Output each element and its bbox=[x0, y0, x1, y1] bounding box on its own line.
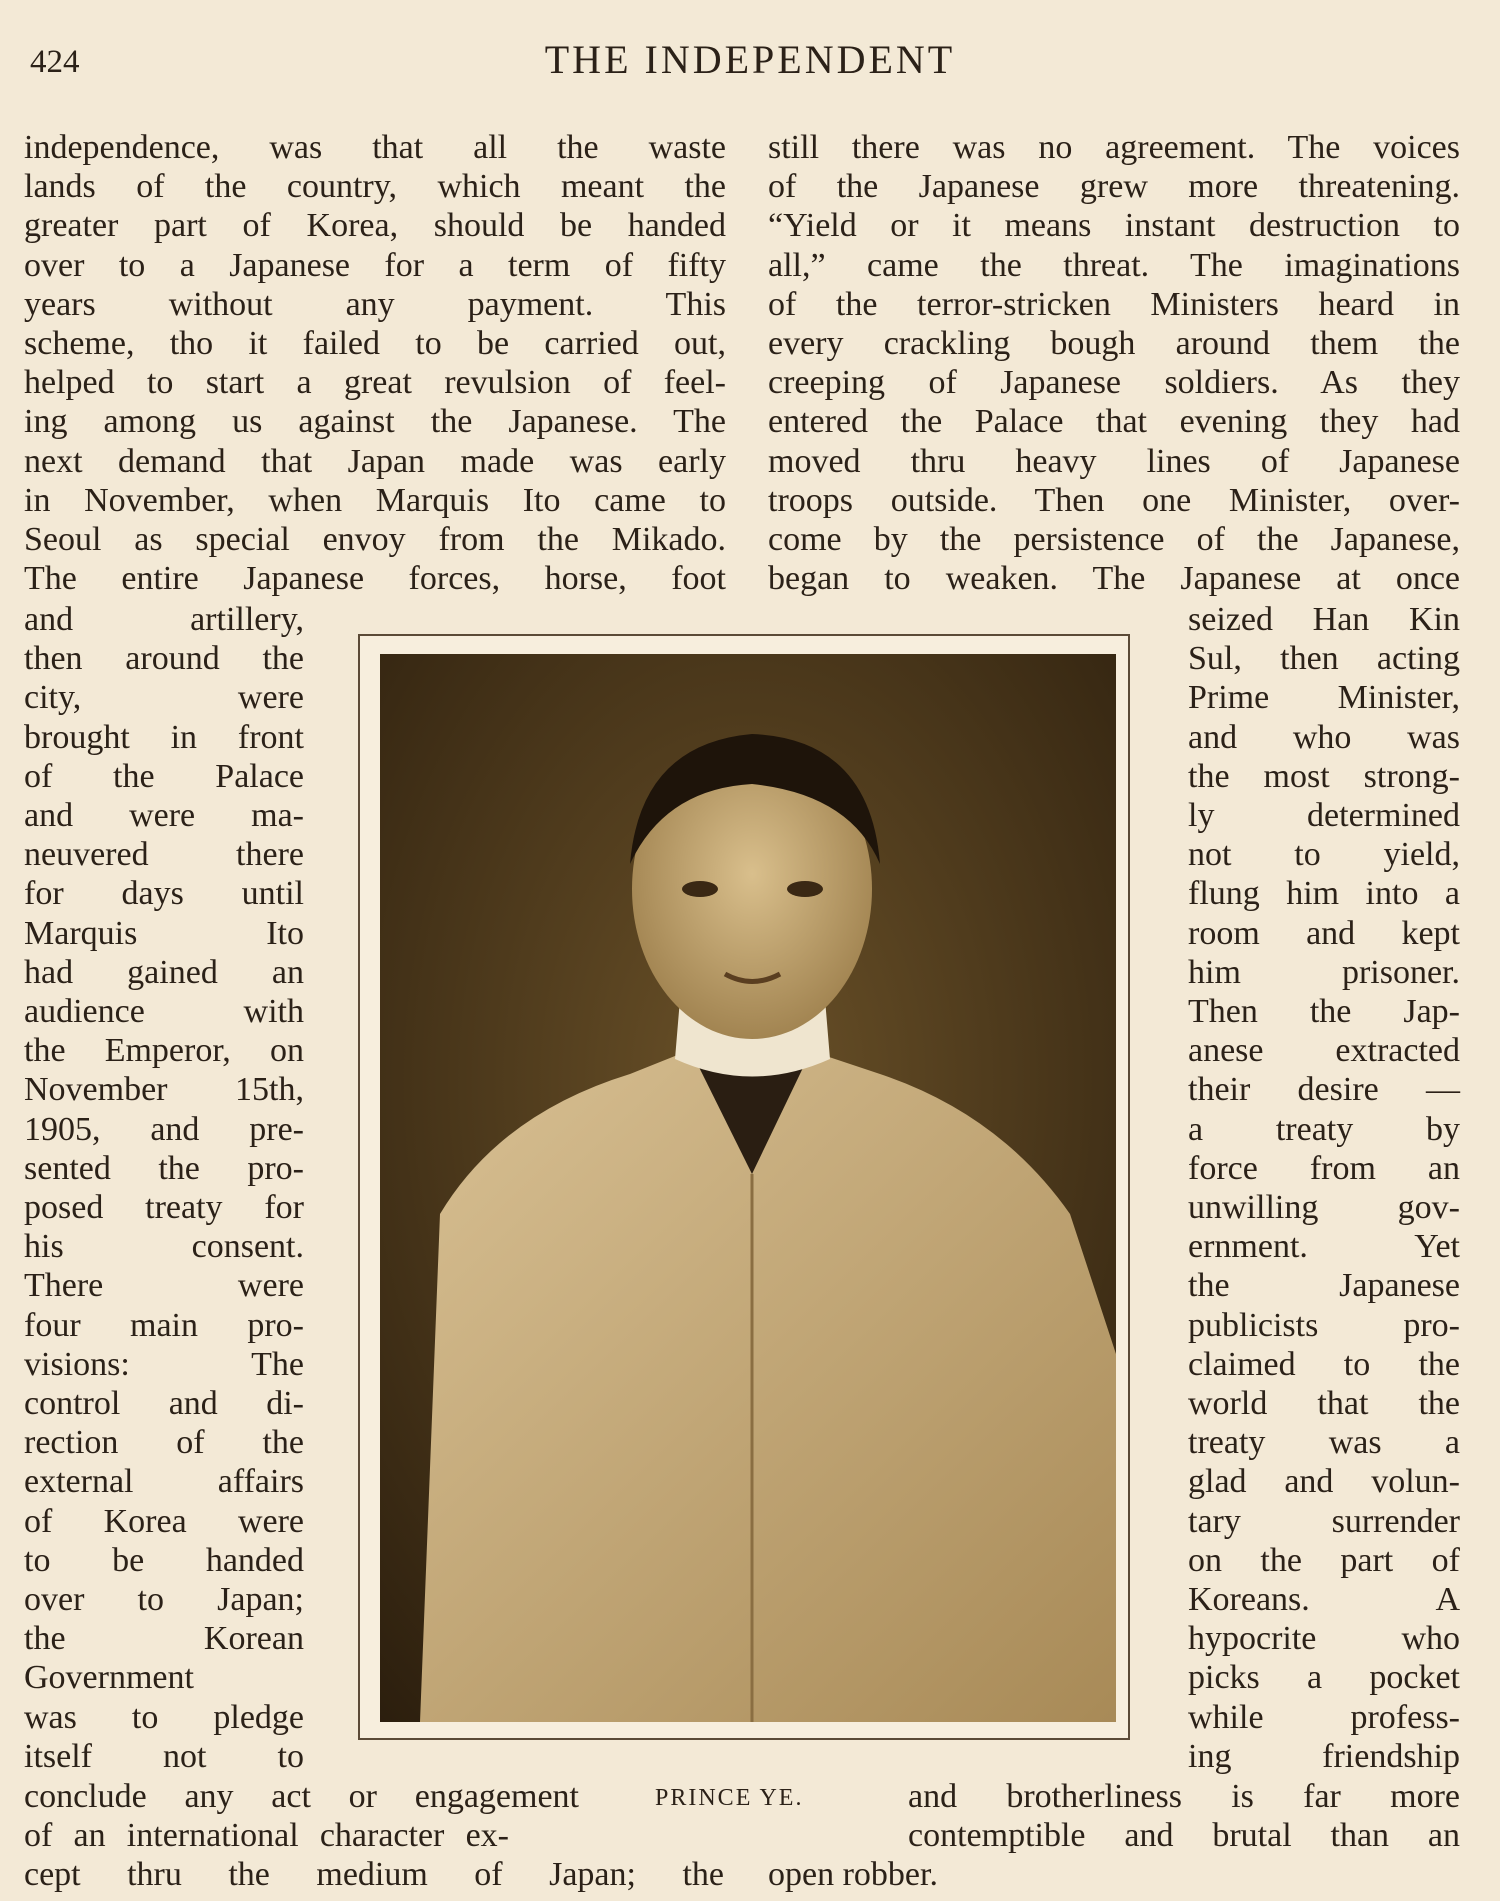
text-line: neuvered there bbox=[24, 836, 304, 874]
text-line: posed treaty for bbox=[24, 1189, 304, 1227]
left-column-narrow bbox=[24, 600, 304, 1776]
text-line: for days until bbox=[24, 875, 304, 913]
text-line: contemptible and brutal than an bbox=[908, 1817, 1460, 1855]
text-line: of the Japanese grew more threatening. bbox=[768, 168, 1460, 206]
text-line: hypocrite who bbox=[1188, 1620, 1460, 1658]
text-line: entered the Palace that evening they had bbox=[768, 403, 1460, 441]
text-line: sented the pro- bbox=[24, 1149, 304, 1187]
text-line: the Japanese bbox=[1188, 1267, 1460, 1305]
text-line: their desire — bbox=[1188, 1071, 1460, 1109]
text-line: itself not to bbox=[24, 1737, 304, 1775]
text-line: and who was bbox=[1188, 718, 1460, 756]
text-line: visions: The bbox=[24, 1345, 304, 1383]
text-line: flung him into a bbox=[1188, 875, 1460, 913]
text-line: his consent. bbox=[24, 1228, 304, 1266]
text-line: over to Japan; bbox=[24, 1581, 304, 1619]
text-line: not to yield, bbox=[1188, 836, 1460, 874]
text-line: of the Palace bbox=[24, 757, 304, 795]
text-line: Sul, then acting bbox=[1188, 640, 1460, 678]
text-line: and artillery, bbox=[24, 601, 304, 638]
text-line: the Emperor, on bbox=[24, 1032, 304, 1070]
text-line: control and di- bbox=[24, 1385, 304, 1423]
text-line: publicists pro- bbox=[1188, 1306, 1460, 1344]
text-line: lands of the country, which meant the bbox=[24, 168, 726, 206]
text-line: every crackling bough around them the bbox=[768, 325, 1460, 363]
text-line: Then the Jap- bbox=[1188, 993, 1460, 1031]
text-line: the most strong- bbox=[1188, 757, 1460, 795]
text-line: cept thru the medium of Japan; the bbox=[24, 1856, 724, 1894]
text-line: independence, was that all the waste bbox=[24, 129, 726, 166]
text-line: rection of the bbox=[24, 1424, 304, 1462]
text-line: ly determined bbox=[1188, 797, 1460, 835]
right-column-top bbox=[768, 128, 1460, 598]
text-line: claimed to the bbox=[1188, 1345, 1460, 1383]
text-line: external affairs bbox=[24, 1463, 304, 1501]
text-line: a treaty by bbox=[1188, 1110, 1460, 1148]
text-line: ing among us against the Japanese. The bbox=[24, 403, 726, 441]
text-line: world that the bbox=[1188, 1385, 1460, 1423]
text-line: city, were bbox=[24, 679, 304, 717]
text-line: glad and volun- bbox=[1188, 1463, 1460, 1501]
text-line: treaty was a bbox=[1188, 1424, 1460, 1462]
text-line: of the terror-stricken Ministers heard in bbox=[768, 285, 1460, 323]
text-line: over to a Japanese for a term of fifty bbox=[24, 246, 726, 284]
text-line: on the part of bbox=[1188, 1541, 1460, 1579]
text-line: began to weaken. The Japanese at once bbox=[768, 560, 1460, 598]
text-line: 1905, and pre- bbox=[24, 1110, 304, 1148]
text-line: There were bbox=[24, 1267, 304, 1305]
text-line: four main pro- bbox=[24, 1306, 304, 1344]
text-line: conclude any act or engagement bbox=[24, 1778, 579, 1815]
text-line: to be handed bbox=[24, 1541, 304, 1579]
text-line: Prime Minister, bbox=[1188, 679, 1460, 717]
text-line: next demand that Japan made was early bbox=[24, 442, 726, 480]
text-line: ernment. Yet bbox=[1188, 1228, 1460, 1266]
left-column-bottom bbox=[24, 1777, 724, 1895]
text-line: while profess- bbox=[1188, 1698, 1460, 1736]
text-line: ing friendship bbox=[1188, 1737, 1460, 1775]
page-header bbox=[0, 36, 1500, 86]
text-line: Government bbox=[24, 1659, 194, 1697]
text-line: picks a pocket bbox=[1188, 1659, 1460, 1697]
text-line: Koreans. A bbox=[1188, 1581, 1460, 1619]
left-column-top bbox=[24, 128, 726, 598]
text-line: anese extracted bbox=[1188, 1032, 1460, 1070]
text-line: had gained an bbox=[24, 953, 304, 991]
text-line: November 15th, bbox=[24, 1071, 304, 1109]
right-column-narrow bbox=[1188, 600, 1460, 1776]
text-line: all,” came the threat. The imaginations bbox=[768, 246, 1460, 284]
page-number: 424 bbox=[30, 44, 80, 80]
text-line: and brotherliness is far more bbox=[908, 1778, 1460, 1815]
text-line: The entire Japanese forces, horse, foot bbox=[24, 560, 726, 598]
text-line: of Korea were bbox=[24, 1502, 304, 1540]
running-title: THE INDEPENDENT bbox=[544, 37, 956, 82]
portrait-illustration bbox=[380, 654, 1116, 1722]
text-line: open robber. bbox=[768, 1856, 938, 1894]
text-line: troops outside. Then one Minister, over- bbox=[768, 481, 1460, 519]
text-line: greater part of Korea, should be handed bbox=[24, 207, 726, 245]
photo-caption: PRINCE YE. bbox=[655, 1785, 804, 1811]
text-line: the Korean bbox=[24, 1620, 304, 1658]
text-line: brought in front bbox=[24, 718, 304, 756]
text-line: scheme, tho it failed to be carried out, bbox=[24, 325, 726, 363]
text-line: seized Han Kin bbox=[1188, 601, 1460, 638]
text-line: still there was no agreement. The voices bbox=[768, 129, 1460, 166]
text-line: and were ma- bbox=[24, 797, 304, 835]
text-line: then around the bbox=[24, 640, 304, 678]
text-line: moved thru heavy lines of Japanese bbox=[768, 442, 1460, 480]
text-line: years without any payment. This bbox=[24, 285, 726, 323]
text-line: audience with bbox=[24, 993, 304, 1031]
text-line: tary surrender bbox=[1188, 1502, 1460, 1540]
text-line: in November, when Marquis Ito came to bbox=[24, 481, 726, 519]
portrait-photo bbox=[380, 654, 1116, 1722]
text-line: creeping of Japanese soldiers. As they bbox=[768, 364, 1460, 402]
text-line: force from an bbox=[1188, 1149, 1460, 1187]
text-line: of an international character ex- bbox=[24, 1817, 509, 1855]
text-line: helped to start a great revulsion of feel- bbox=[24, 364, 726, 402]
text-line: him prisoner. bbox=[1188, 953, 1460, 991]
text-line: room and kept bbox=[1188, 914, 1460, 952]
right-column-bottom bbox=[768, 1777, 1460, 1895]
text-line: unwilling gov- bbox=[1188, 1189, 1460, 1227]
text-line: was to pledge bbox=[24, 1698, 304, 1736]
text-line: come by the persistence of the Japanese, bbox=[768, 521, 1460, 559]
text-line: Seoul as special envoy from the Mikado. bbox=[24, 521, 726, 559]
text-line: “Yield or it means instant destruction to bbox=[768, 207, 1460, 245]
text-line: Marquis Ito bbox=[24, 914, 304, 952]
